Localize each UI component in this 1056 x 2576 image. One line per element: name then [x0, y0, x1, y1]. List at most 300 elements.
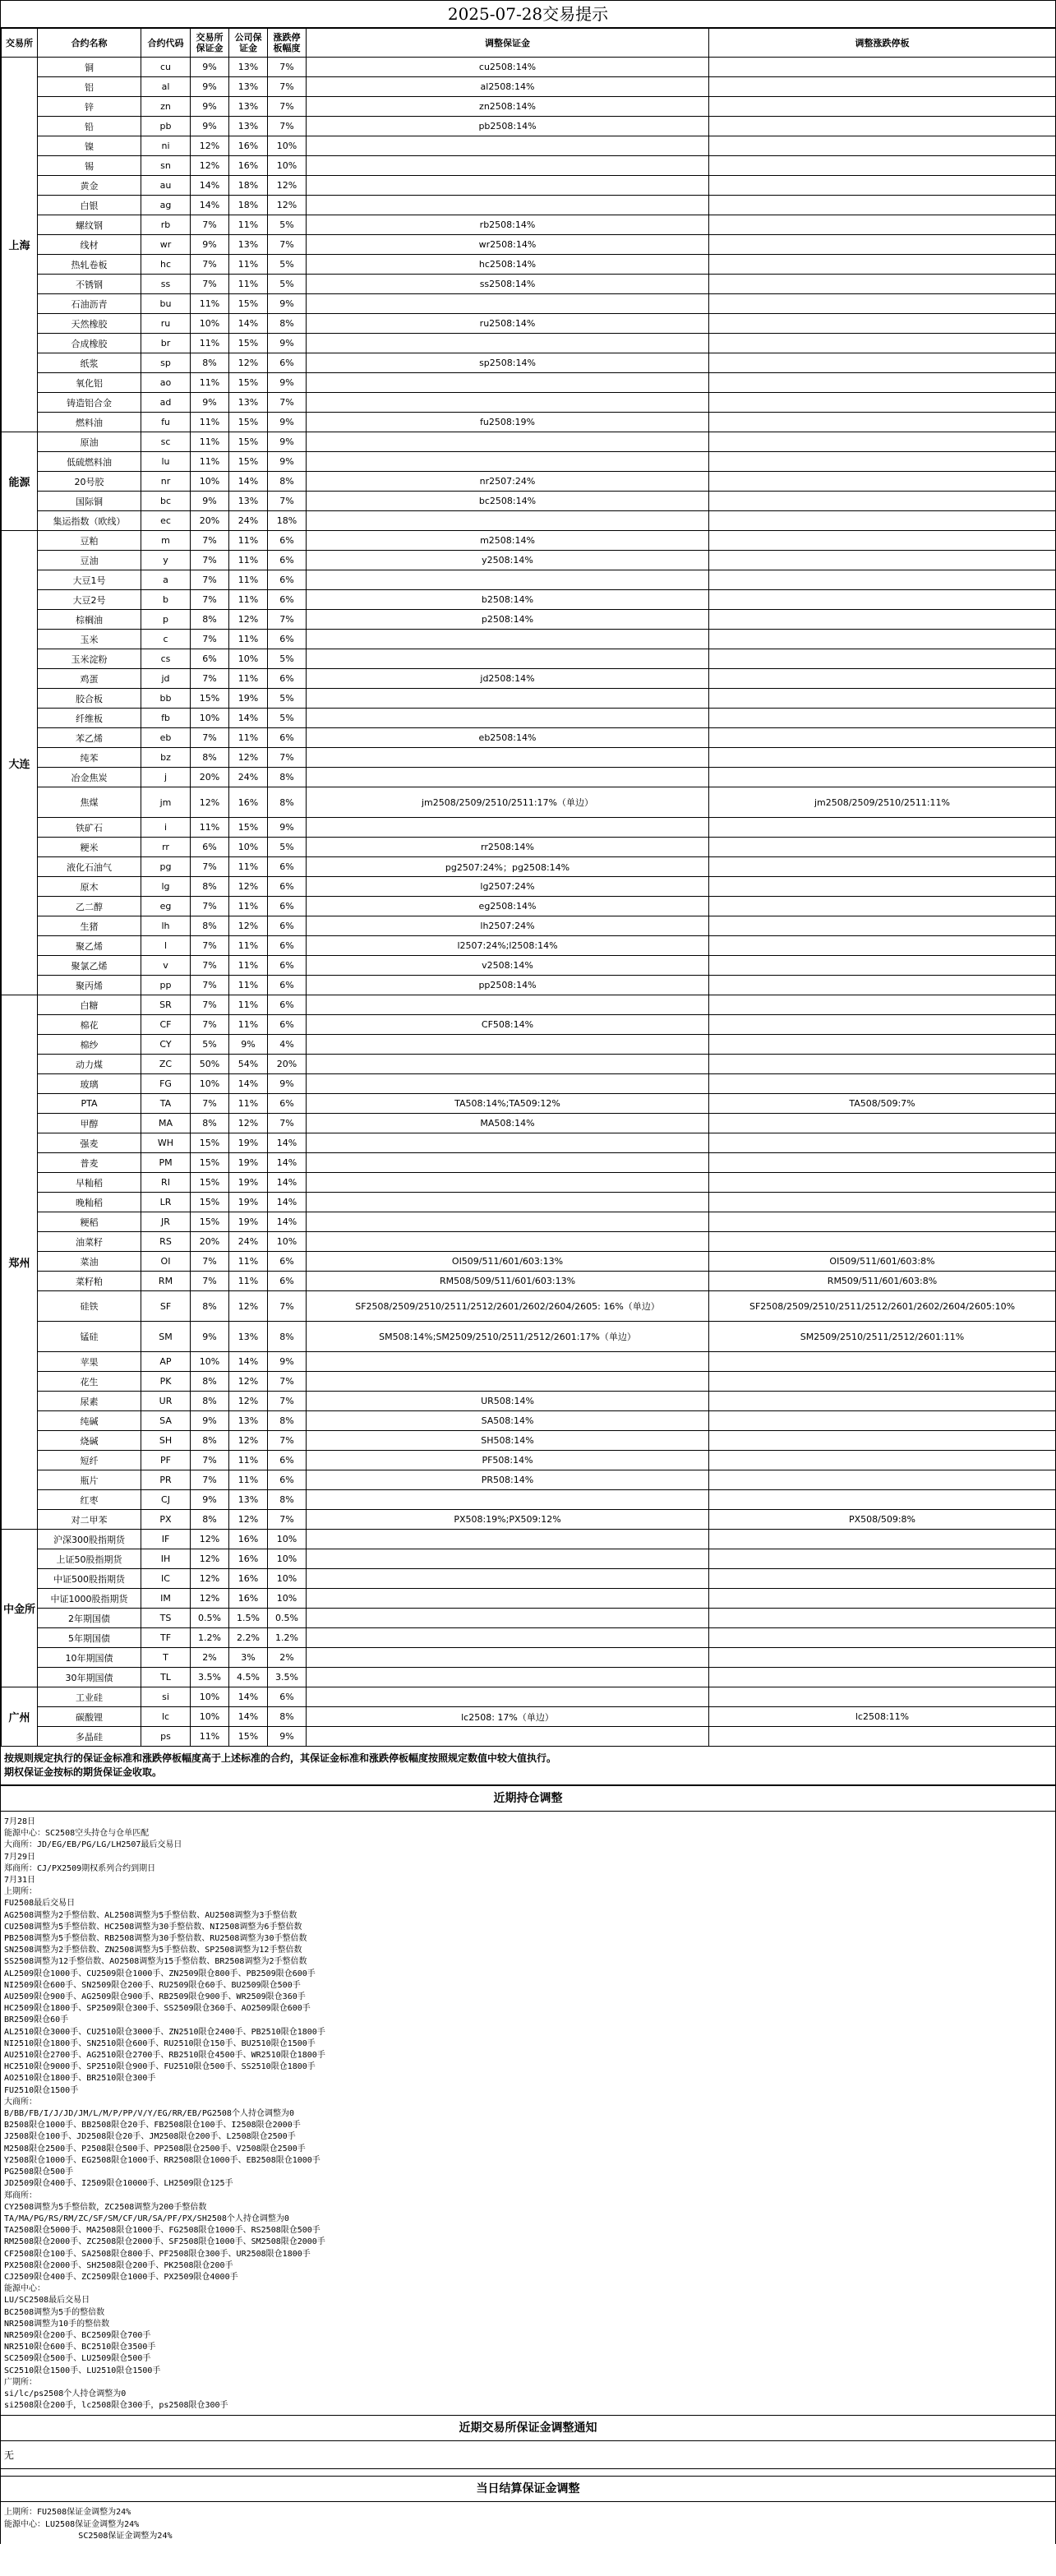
contract-name-cell: 镍	[38, 136, 141, 156]
adjust-limit-cell	[709, 1193, 1056, 1212]
company-margin-cell: 19%	[229, 1133, 268, 1153]
adjust-limit-cell	[709, 215, 1056, 235]
contract-code-cell: RS	[141, 1232, 191, 1252]
exchange-margin-cell: 7%	[191, 976, 229, 995]
table-row	[2, 1232, 1056, 1252]
contract-code-cell: T	[141, 1648, 191, 1668]
contract-code-cell: PF	[141, 1451, 191, 1470]
contract-name-cell: 氧化铝	[38, 373, 141, 393]
contract-code-cell: ad	[141, 393, 191, 413]
limit-range-cell: 1.2%	[268, 1628, 307, 1648]
table-row	[2, 787, 1056, 818]
exchange-margin-cell: 7%	[191, 255, 229, 275]
contract-name-cell: 粳稻	[38, 1212, 141, 1232]
table-row	[2, 334, 1056, 353]
exchange-margin-cell: 12%	[191, 1549, 229, 1569]
contract-name-cell: 豆粕	[38, 531, 141, 551]
limit-range-cell: 6%	[268, 916, 307, 936]
contract-code-cell: MA	[141, 1114, 191, 1133]
limit-range-cell: 9%	[268, 818, 307, 838]
limit-range-cell: 8%	[268, 787, 307, 818]
adjust-margin-cell: MA508:14%	[307, 1114, 709, 1133]
contract-name-cell: 铜	[38, 58, 141, 77]
limit-range-cell: 7%	[268, 1510, 307, 1530]
adjust-limit-cell	[709, 255, 1056, 275]
company-margin-cell: 14%	[229, 1074, 268, 1094]
adjust-margin-cell	[307, 1569, 709, 1589]
exchange-margin-cell: 7%	[191, 570, 229, 590]
contract-code-cell: IM	[141, 1589, 191, 1609]
adjust-limit-cell	[709, 1074, 1056, 1094]
adjust-margin-cell: rb2508:14%	[307, 215, 709, 235]
limit-range-cell: 7%	[268, 748, 307, 768]
adjust-limit-cell	[709, 1035, 1056, 1055]
limit-range-cell: 6%	[268, 669, 307, 689]
adjust-margin-cell	[307, 452, 709, 472]
table-row	[2, 1212, 1056, 1232]
company-margin-cell: 16%	[229, 1569, 268, 1589]
contract-name-cell: 铝	[38, 77, 141, 97]
table-row	[2, 1727, 1056, 1747]
contract-code-cell: ag	[141, 196, 191, 215]
adjust-margin-cell: SH508:14%	[307, 1431, 709, 1451]
company-margin-cell: 12%	[229, 1114, 268, 1133]
adjust-limit-cell	[709, 117, 1056, 136]
adjust-limit-cell: TA508/509:7%	[709, 1094, 1056, 1114]
company-margin-cell: 13%	[229, 58, 268, 77]
adjust-limit-cell	[709, 1372, 1056, 1392]
contract-name-cell: 花生	[38, 1372, 141, 1392]
adjust-margin-cell: eg2508:14%	[307, 897, 709, 916]
adjust-margin-cell: nr2507:24%	[307, 472, 709, 492]
contract-name-cell: 白银	[38, 196, 141, 215]
limit-range-cell: 6%	[268, 976, 307, 995]
contract-name-cell: 纯苯	[38, 748, 141, 768]
contract-code-cell: jd	[141, 669, 191, 689]
contract-code-cell: ss	[141, 275, 191, 294]
limit-range-cell: 7%	[268, 97, 307, 117]
contract-name-cell: 铸造铝合金	[38, 393, 141, 413]
adjust-margin-cell	[307, 1055, 709, 1074]
adjust-margin-cell	[307, 689, 709, 709]
adjust-limit-cell	[709, 649, 1056, 669]
adjust-margin-cell	[307, 1668, 709, 1687]
adjust-limit-cell	[709, 1153, 1056, 1173]
contract-name-cell: 尿素	[38, 1392, 141, 1411]
table-row	[2, 1530, 1056, 1549]
table-row	[2, 818, 1056, 838]
limit-range-cell: 9%	[268, 413, 307, 432]
company-margin-cell: 19%	[229, 1212, 268, 1232]
exchange-cell: 上海	[2, 58, 38, 432]
table-row	[2, 1173, 1056, 1193]
contract-code-cell: jm	[141, 787, 191, 818]
adjust-limit-cell	[709, 1628, 1056, 1648]
table-row	[2, 857, 1056, 877]
limit-range-cell: 8%	[268, 1322, 307, 1352]
adjust-limit-cell	[709, 492, 1056, 511]
limit-range-cell: 6%	[268, 630, 307, 649]
adjust-limit-cell	[709, 77, 1056, 97]
limit-range-cell: 9%	[268, 1074, 307, 1094]
col-header-contract-code: 合约代码	[141, 29, 191, 58]
adjust-limit-cell	[709, 590, 1056, 610]
contract-code-cell: c	[141, 630, 191, 649]
table-row	[2, 1470, 1056, 1490]
adjust-margin-cell	[307, 294, 709, 314]
adjust-margin-cell	[307, 1648, 709, 1668]
contract-code-cell: UR	[141, 1392, 191, 1411]
contract-code-cell: y	[141, 551, 191, 570]
limit-range-cell: 6%	[268, 551, 307, 570]
recent-position-text: 7月28日 能源中心：SC2508空头持仓与仓单匹配 大商所：JD/EG/EB/PG/LG/LH2507最后交易日 7月29日 郑商所：CJ/PX2509期权系列合约到期日 7月31日 上期所： FU2508最后交易日 AG2508调整为2手整倍数、AL2508调整为5手整倍数、AU2508调整为3手整倍数 CU2508调整为5手整倍数、HC2508调整为30手整倍数、NI2508调整为6手整倍数 PB2508调整为5手整倍数、RB2508调整为30手整倍数、RU2508调整为30手整倍数 SN2508调整为2手整倍数、ZN2508调整为5手整倍数、SP2508调整为12手整倍数 SS2508调整为12手整倍数、AO2508调整为15手整倍数、BR2508调整为2手整倍数 AL2509限仓1000手、CU2509限仓1000手、ZN2509限仓800手、PB2509限仓600手 NI2509限仓600手、SN2509限仓200手、RU2509限仓60手、BU2509限仓500手 AU2509限仓900手、AG2509限仓900手、RB2509限仓900手、WR2509限仓360手 HC2509限仓1800手、SP2509限仓300手、SS2509限仓360手、AO2509限仓600手 BR2509限仓60手 AL2510限仓3000手、CU2510限仓3000手、ZN2510限仓2400手、PB2510限仓1800手 NI2510限仓1800手、SN2510限仓600手、RU2510限仓150手、BU2510限仓1500手 AU2510限仓2700手、AG2510限仓2700手、RB2510限仓4500手、WR2510限仓1800手 HC2510限仓9000手、SP2510限仓900手、FU2510限仓500手、SS2510限仓1800手 AO2510限仓1800手、BR2510限仓300手 FU2510限仓1500手 大商所： B/BB/FB/I/J/JD/JM/L/M/P/PP/V/Y/EG/RR/EB/PG2508个人持仓调整为0 B2508限仓1000手、BB2508限仓20手、FB2508限仓100手、I2508限仓2000手 J2508限仓100手、JD2508限仓20手、JM2508限仓200手、L2508限仓2500手 M2508限仓2500手、P2508限仓500手、PP2508限仓2500手、V2508限仓2500手 Y2508限仓1000手、EG2508限仓1000手、RR2508限仓1000手、EB2508限仓1000手 PG2508限仓500手 JD2509限仓400手、I2509限仓10000手、LH2509限仓125手 郑商所： CY2508调整为5手整倍数，ZC2508调整为200手整倍数 TA/MA/PG/RS/RM/ZC/SF/SM/CF/UR/SA/PF/PX/SH2508个人持仓调整为0 TA2508限仓5000手、MA2508限仓1000手、FG2508限仓1000手、RS2508限仓500手 RM2508限仓2000手、ZC2508限仓2000手、SF2508限仓1000手、SM2508限仓2000手 CF2508限仓100手、SA2508限仓800手、PF2508限仓300手、UR2508限仓1800手 PX2508限仓2000手、SH2508限仓200手、PK2508限仓200手 CJ2509限仓400手、ZC2509限仓1000手、PX2509限仓4000手 能源中心： LU/SC2508最后交易日 BC2508调整为5手的整倍数 NR2508调整为10手的整倍数 NR2509限仓200手、BC2509限仓700手 NR2510限仓600手、BC2510限仓3500手 SC2509限仓500手、LU2509限仓500手 SC2510限仓1500手、LU2510限仓1500手 广期所： si/lc/ps2508个人持仓调整为0 si2508限仓200手，lc2508限仓300手，ps2508限仓300手	[4, 1817, 325, 2411]
contract-name-cell: 聚氯乙烯	[38, 956, 141, 976]
adjust-margin-cell: CF508:14%	[307, 1015, 709, 1035]
limit-range-cell: 6%	[268, 1470, 307, 1490]
adjust-limit-cell	[709, 1451, 1056, 1470]
adjust-margin-cell	[307, 1352, 709, 1372]
contract-name-cell: 白糖	[38, 995, 141, 1015]
company-margin-cell: 2.2%	[229, 1628, 268, 1648]
company-margin-cell: 19%	[229, 689, 268, 709]
adjust-limit-cell	[709, 1470, 1056, 1490]
contract-code-cell: CF	[141, 1015, 191, 1035]
contract-code-cell: PR	[141, 1470, 191, 1490]
limit-range-cell: 10%	[268, 1569, 307, 1589]
exchange-margin-cell: 9%	[191, 1411, 229, 1431]
contract-name-cell: 多晶硅	[38, 1727, 141, 1747]
contract-name-cell: 苯乙烯	[38, 728, 141, 748]
exchange-margin-cell: 15%	[191, 1212, 229, 1232]
contract-code-cell: JR	[141, 1212, 191, 1232]
adjust-limit-cell: jm2508/2509/2510/2511:11%	[709, 787, 1056, 818]
contract-name-cell: 棕榈油	[38, 610, 141, 630]
exchange-margin-cell: 10%	[191, 1707, 229, 1727]
table-row	[2, 176, 1056, 196]
contract-name-cell: 大豆1号	[38, 570, 141, 590]
exchange-margin-cell: 12%	[191, 136, 229, 156]
col-header-adjust-limit: 调整涨跌停板	[709, 29, 1056, 58]
contract-name-cell: 20号胶	[38, 472, 141, 492]
table-row	[2, 897, 1056, 916]
adjust-limit-cell	[709, 936, 1056, 956]
company-margin-cell: 11%	[229, 630, 268, 649]
limit-range-cell: 6%	[268, 1687, 307, 1707]
exchange-margin-cell: 14%	[191, 196, 229, 215]
table-row	[2, 630, 1056, 649]
contract-name-cell: 锰硅	[38, 1322, 141, 1352]
contract-name-cell: 上证50股指期货	[38, 1549, 141, 1569]
company-margin-cell: 3%	[229, 1648, 268, 1668]
adjust-limit-cell	[709, 1055, 1056, 1074]
exchange-margin-cell: 7%	[191, 1451, 229, 1470]
company-margin-cell: 12%	[229, 1392, 268, 1411]
contract-name-cell: 菜籽粕	[38, 1272, 141, 1291]
adjust-margin-cell	[307, 1232, 709, 1252]
company-margin-cell: 12%	[229, 1510, 268, 1530]
adjust-margin-cell	[307, 818, 709, 838]
table-row	[2, 58, 1056, 77]
adjust-limit-cell	[709, 413, 1056, 432]
adjust-limit-cell	[709, 857, 1056, 877]
contract-name-cell: 工业硅	[38, 1687, 141, 1707]
adjust-margin-cell: PF508:14%	[307, 1451, 709, 1470]
table-row	[2, 255, 1056, 275]
exchange-margin-cell: 12%	[191, 156, 229, 176]
contract-code-cell: eb	[141, 728, 191, 748]
contract-code-cell: b	[141, 590, 191, 610]
adjust-limit-cell	[709, 97, 1056, 117]
limit-range-cell: 7%	[268, 235, 307, 255]
table-row	[2, 1372, 1056, 1392]
contract-code-cell: sp	[141, 353, 191, 373]
contract-name-cell: 铁矿石	[38, 818, 141, 838]
contract-name-cell: 原油	[38, 432, 141, 452]
contract-code-cell: bu	[141, 294, 191, 314]
company-margin-cell: 14%	[229, 709, 268, 728]
contract-code-cell: RM	[141, 1272, 191, 1291]
exchange-margin-cell: 7%	[191, 1272, 229, 1291]
adjust-margin-cell	[307, 1589, 709, 1609]
adjust-limit-cell	[709, 877, 1056, 897]
table-row	[2, 1193, 1056, 1212]
company-margin-cell: 19%	[229, 1193, 268, 1212]
adjust-margin-cell: OI509/511/601/603:13%	[307, 1252, 709, 1272]
adjust-margin-cell	[307, 176, 709, 196]
contract-name-cell: 纯碱	[38, 1411, 141, 1431]
contract-code-cell: zn	[141, 97, 191, 117]
contract-name-cell: 合成橡胶	[38, 334, 141, 353]
contract-code-cell: hc	[141, 255, 191, 275]
table-row	[2, 1687, 1056, 1707]
recent-position-title: 近期持仓调整	[1, 1785, 1055, 1812]
contract-name-cell: 大豆2号	[38, 590, 141, 610]
limit-range-cell: 7%	[268, 1114, 307, 1133]
limit-range-cell: 8%	[268, 314, 307, 334]
limit-range-cell: 20%	[268, 1055, 307, 1074]
contract-code-cell: rb	[141, 215, 191, 235]
company-margin-cell: 13%	[229, 492, 268, 511]
adjust-margin-cell: lh2507:24%	[307, 916, 709, 936]
table-header-row	[2, 29, 1056, 58]
contract-code-cell: CY	[141, 1035, 191, 1055]
company-margin-cell: 11%	[229, 669, 268, 689]
company-margin-cell: 10%	[229, 649, 268, 669]
limit-range-cell: 5%	[268, 689, 307, 709]
adjust-limit-cell	[709, 176, 1056, 196]
limit-range-cell: 6%	[268, 857, 307, 877]
contract-name-cell: 低硫燃料油	[38, 452, 141, 472]
company-margin-cell: 12%	[229, 748, 268, 768]
contract-name-cell: 烧碱	[38, 1431, 141, 1451]
table-row	[2, 1392, 1056, 1411]
company-margin-cell: 4.5%	[229, 1668, 268, 1687]
contract-code-cell: ru	[141, 314, 191, 334]
exchange-margin-cell: 20%	[191, 511, 229, 531]
exchange-margin-cell: 11%	[191, 413, 229, 432]
exchange-margin-cell: 7%	[191, 1094, 229, 1114]
company-margin-cell: 10%	[229, 838, 268, 857]
adjust-limit-cell	[709, 1490, 1056, 1510]
contract-name-cell: 聚乙烯	[38, 936, 141, 956]
table-row	[2, 590, 1056, 610]
limit-range-cell: 12%	[268, 196, 307, 215]
adjust-limit-cell	[709, 1392, 1056, 1411]
exchange-margin-cell: 10%	[191, 314, 229, 334]
contract-name-cell: 晚籼稻	[38, 1193, 141, 1212]
exchange-margin-cell: 7%	[191, 936, 229, 956]
limit-range-cell: 6%	[268, 877, 307, 897]
adjust-margin-cell	[307, 1490, 709, 1510]
table-row	[2, 838, 1056, 857]
contract-name-cell: 红枣	[38, 1490, 141, 1510]
exchange-margin-cell: 11%	[191, 818, 229, 838]
adjust-margin-cell: fu2508:19%	[307, 413, 709, 432]
exchange-cell: 中金所	[2, 1530, 38, 1687]
contract-name-cell: 沪深300股指期货	[38, 1530, 141, 1549]
contract-code-cell: j	[141, 768, 191, 787]
contract-name-cell: 聚丙烯	[38, 976, 141, 995]
adjust-margin-cell	[307, 748, 709, 768]
contract-name-cell: 动力煤	[38, 1055, 141, 1074]
contract-code-cell: fu	[141, 413, 191, 432]
adjust-margin-cell: PR508:14%	[307, 1470, 709, 1490]
adjust-margin-cell: al2508:14%	[307, 77, 709, 97]
table-row	[2, 117, 1056, 136]
contract-name-cell: 锌	[38, 97, 141, 117]
exchange-margin-cell: 15%	[191, 689, 229, 709]
limit-range-cell: 7%	[268, 58, 307, 77]
table-row	[2, 877, 1056, 897]
exchange-margin-cell: 2%	[191, 1648, 229, 1668]
table-row	[2, 432, 1056, 452]
exchange-margin-cell: 10%	[191, 1687, 229, 1707]
company-margin-cell: 11%	[229, 936, 268, 956]
table-row	[2, 936, 1056, 956]
company-margin-cell: 15%	[229, 818, 268, 838]
adjust-limit-cell	[709, 1569, 1056, 1589]
exchange-margin-cell: 8%	[191, 1510, 229, 1530]
contract-name-cell: 石油沥青	[38, 294, 141, 314]
table-row	[2, 413, 1056, 432]
adjust-margin-cell	[307, 393, 709, 413]
exchange-margin-cell: 11%	[191, 1727, 229, 1747]
table-row	[2, 1451, 1056, 1470]
table-row	[2, 1589, 1056, 1609]
table-row	[2, 748, 1056, 768]
exchange-margin-cell: 7%	[191, 630, 229, 649]
col-header-adjust-margin: 调整保证金	[307, 29, 709, 58]
adjust-limit-cell	[709, 916, 1056, 936]
table-row	[2, 1291, 1056, 1322]
contract-name-cell: 国际铜	[38, 492, 141, 511]
company-margin-cell: 16%	[229, 787, 268, 818]
limit-range-cell: 6%	[268, 956, 307, 976]
contract-name-cell: 玉米	[38, 630, 141, 649]
contract-code-cell: sn	[141, 156, 191, 176]
adjust-limit-cell	[709, 897, 1056, 916]
contract-name-cell: 玉米淀粉	[38, 649, 141, 669]
contract-name-cell: 早籼稻	[38, 1173, 141, 1193]
adjust-limit-cell	[709, 1411, 1056, 1431]
exchange-margin-cell: 8%	[191, 1291, 229, 1322]
table-row	[2, 1609, 1056, 1628]
company-margin-cell: 1.5%	[229, 1609, 268, 1628]
limit-range-cell: 6%	[268, 728, 307, 748]
table-row	[2, 728, 1056, 748]
adjust-limit-cell	[709, 1173, 1056, 1193]
company-margin-cell: 11%	[229, 531, 268, 551]
company-margin-cell: 11%	[229, 1094, 268, 1114]
contract-code-cell: si	[141, 1687, 191, 1707]
table-row	[2, 669, 1056, 689]
exchange-margin-cell: 7%	[191, 1015, 229, 1035]
company-margin-cell: 14%	[229, 1352, 268, 1372]
adjust-margin-cell	[307, 432, 709, 452]
col-header-exchange-margin: 交易所保证金	[191, 29, 229, 58]
adjust-limit-cell	[709, 196, 1056, 215]
exchange-margin-cell: 10%	[191, 1074, 229, 1094]
exchange-margin-cell: 7%	[191, 275, 229, 294]
contract-code-cell: a	[141, 570, 191, 590]
contract-code-cell: ao	[141, 373, 191, 393]
table-row	[2, 1668, 1056, 1687]
company-margin-cell: 11%	[229, 1272, 268, 1291]
exchange-margin-cell: 7%	[191, 1470, 229, 1490]
company-margin-cell: 11%	[229, 728, 268, 748]
contract-name-cell: 焦煤	[38, 787, 141, 818]
table-row	[2, 1490, 1056, 1510]
adjust-limit-cell	[709, 1668, 1056, 1687]
contract-name-cell: 瓶片	[38, 1470, 141, 1490]
limit-range-cell: 7%	[268, 1372, 307, 1392]
adjust-limit-cell	[709, 570, 1056, 590]
table-row	[2, 1015, 1056, 1035]
table-row	[2, 551, 1056, 570]
adjust-margin-cell	[307, 196, 709, 215]
contract-name-cell: 棉花	[38, 1015, 141, 1035]
table-row	[2, 1569, 1056, 1589]
contract-code-cell: v	[141, 956, 191, 976]
page-title: 2025-07-28交易提示	[1, 0, 1055, 28]
adjust-limit-cell	[709, 1589, 1056, 1609]
company-margin-cell: 14%	[229, 1687, 268, 1707]
exchange-margin-cell: 9%	[191, 77, 229, 97]
adjust-limit-cell	[709, 1015, 1056, 1035]
exchange-margin-cell: 8%	[191, 916, 229, 936]
table-row	[2, 1322, 1056, 1352]
adjust-limit-cell	[709, 1133, 1056, 1153]
limit-range-cell: 14%	[268, 1173, 307, 1193]
limit-range-cell: 10%	[268, 156, 307, 176]
limit-range-cell: 6%	[268, 1015, 307, 1035]
exchange-cell: 郑州	[2, 995, 38, 1530]
limit-range-cell: 7%	[268, 117, 307, 136]
contract-code-cell: cs	[141, 649, 191, 669]
adjust-limit-cell	[709, 393, 1056, 413]
adjust-limit-cell	[709, 610, 1056, 630]
company-margin-cell: 11%	[229, 857, 268, 877]
adjust-margin-cell: y2508:14%	[307, 551, 709, 570]
adjust-limit-cell	[709, 709, 1056, 728]
limit-range-cell: 10%	[268, 1232, 307, 1252]
table-row	[2, 294, 1056, 314]
contract-name-cell: 锡	[38, 156, 141, 176]
contract-name-cell: 鸡蛋	[38, 669, 141, 689]
adjust-limit-cell: lc2508:11%	[709, 1707, 1056, 1727]
adjust-margin-cell: SF2508/2509/2510/2511/2512/2601/2602/2604/2605: 16%（单边）	[307, 1291, 709, 1322]
exchange-margin-cell: 14%	[191, 176, 229, 196]
